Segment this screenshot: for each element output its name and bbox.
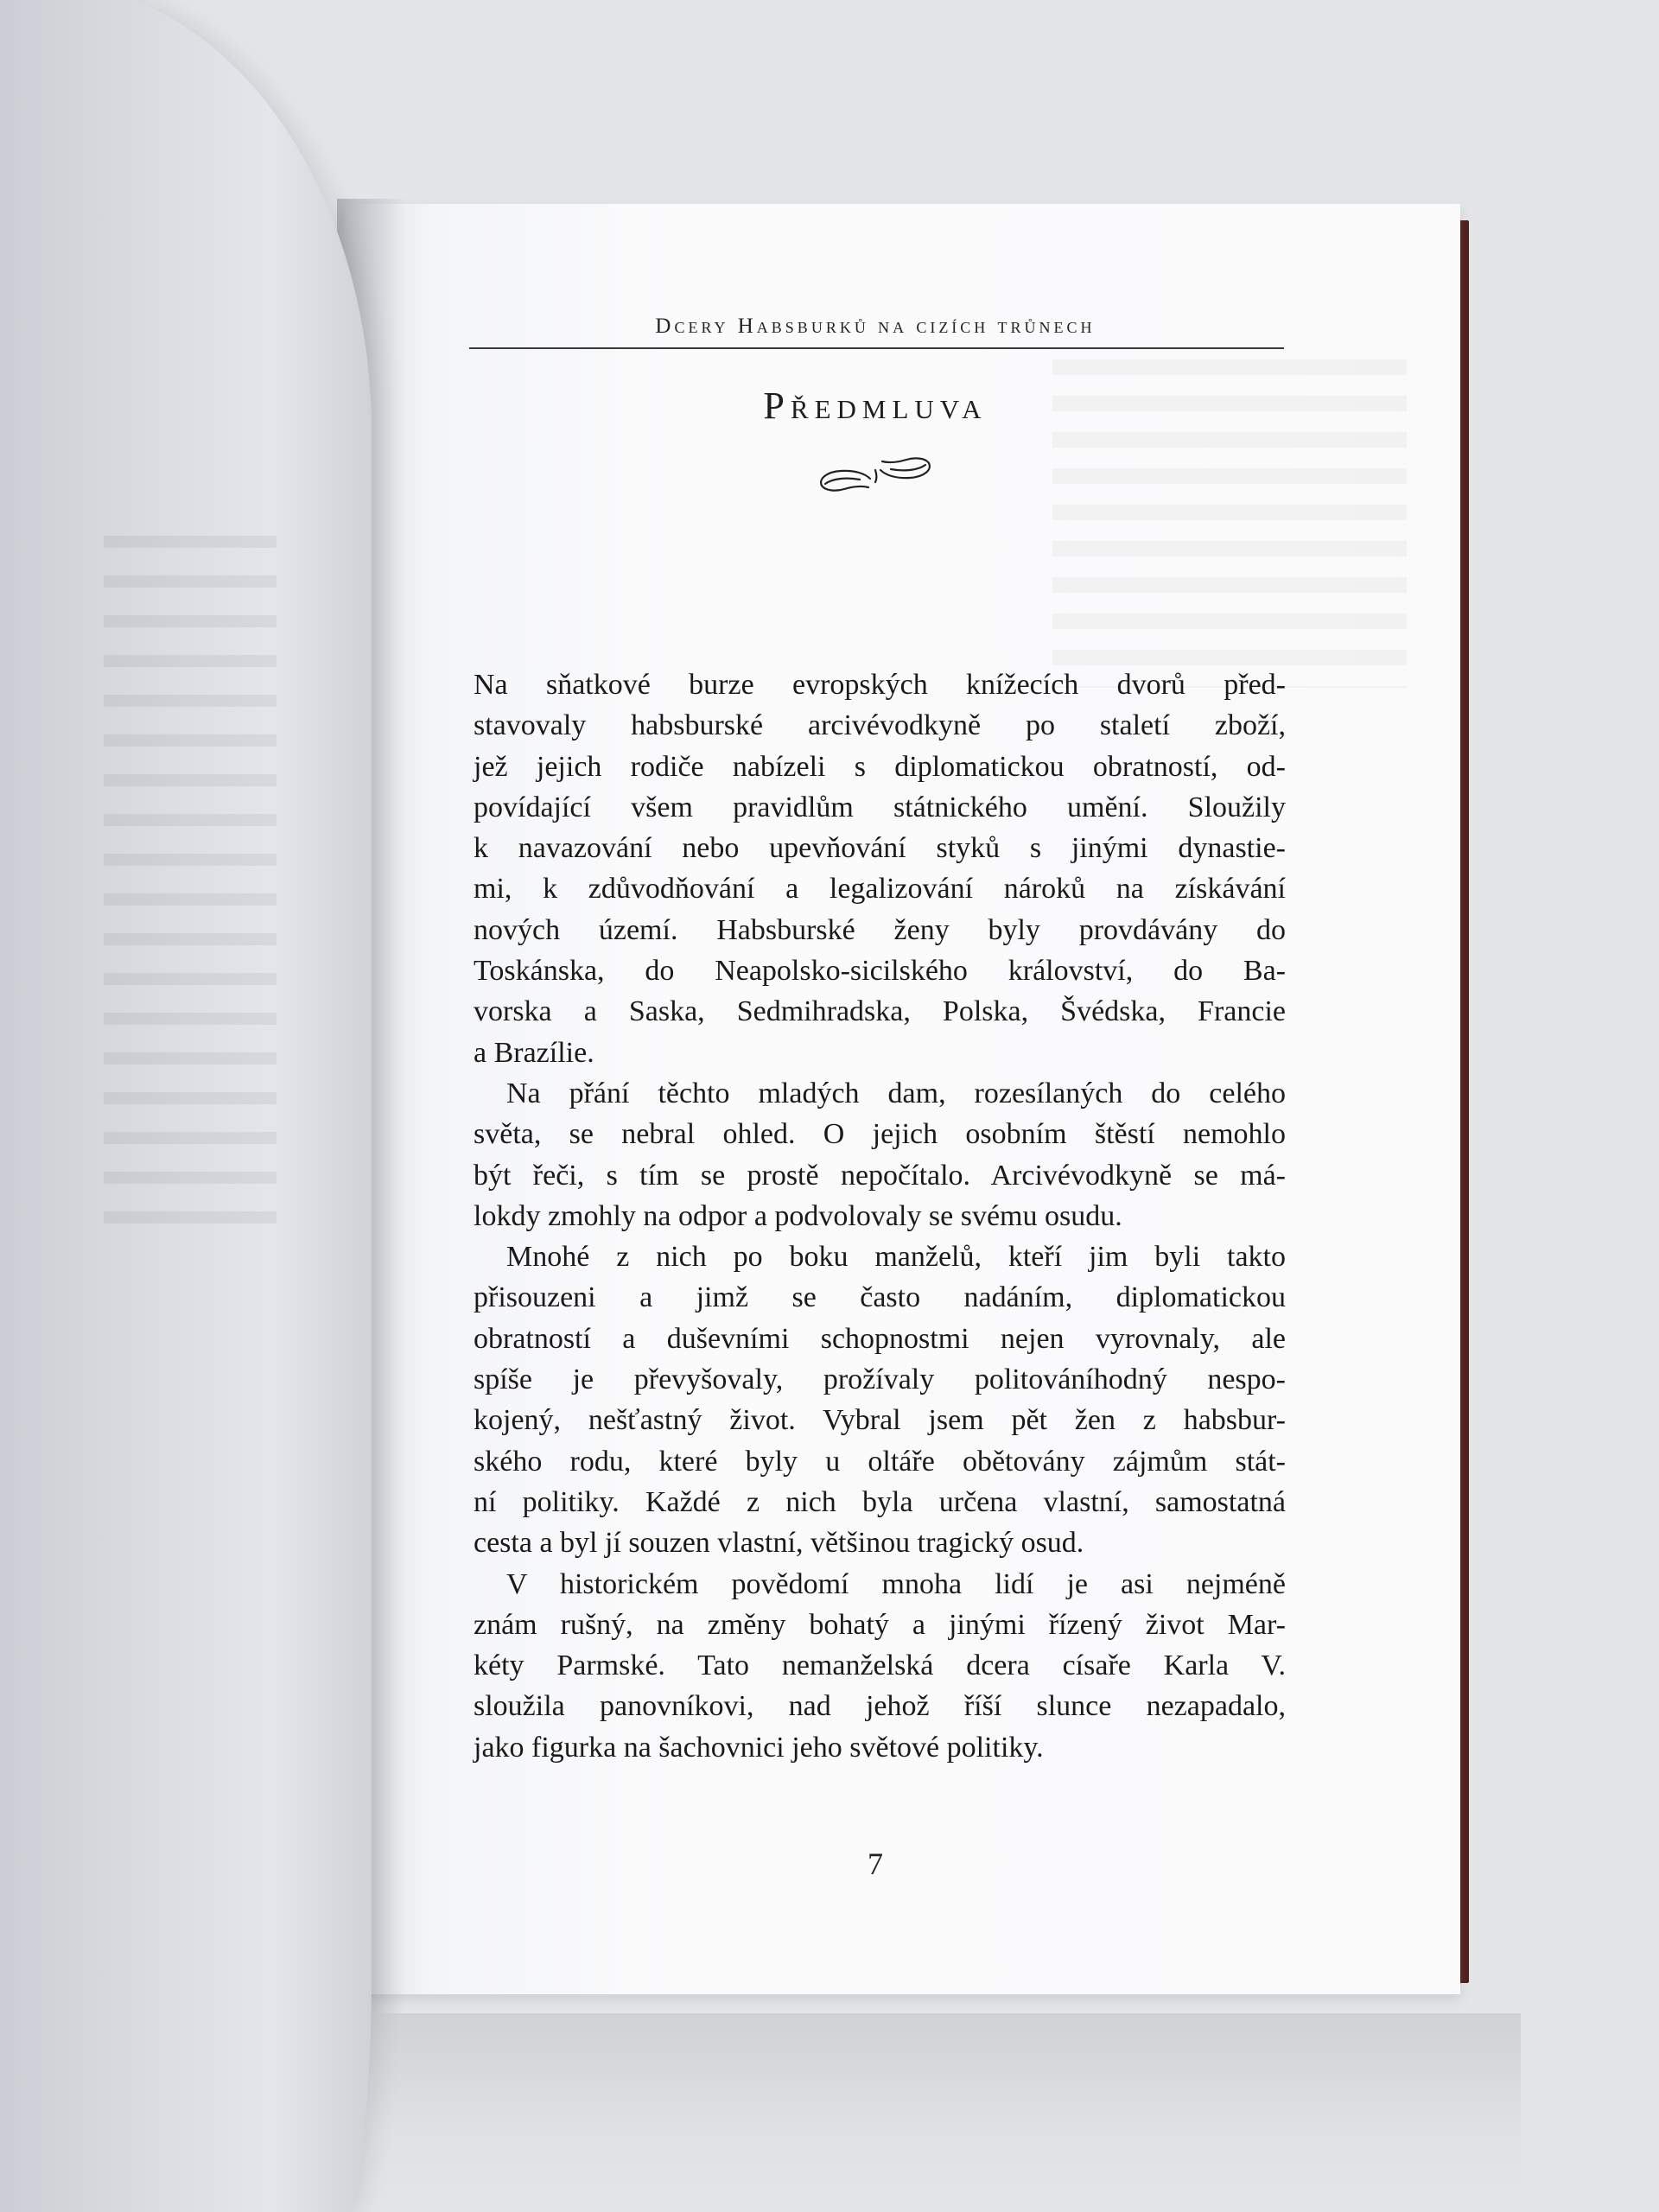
text-line: cesta a byl jí souzen vlastní, většinou tragický osud. [474, 1527, 1084, 1560]
text-line: kojený, nešťastný život. Vybral jsem pět žen z habsbur- [474, 1404, 1286, 1437]
text-line: povídající všem pravidlům státnického umění. Sloužily [474, 791, 1286, 823]
text-line: mi, k zdůvodňování a legalizování nároků na získávání [474, 873, 1286, 906]
text-line: Na přání těchto mladých dam, rozesílaných do celého [506, 1077, 1286, 1109]
text-line: vorska a Saska, Sedmihradska, Polska, Švédska, Francie [474, 995, 1286, 1028]
text-line: sloužila panovníkovi, nad jehož říší slunce nezapadalo, [474, 1690, 1286, 1723]
text-line: k navazování nebo upevňování styků s jinými dynastie- [474, 832, 1286, 865]
text-line: ského rodu, které byly u oltáře obětovány zájmům stát- [474, 1445, 1286, 1478]
chapter-title: Předmluva [763, 385, 988, 427]
text-line: obratností a duševními schopnostmi nejen vyrovnaly, ale [474, 1322, 1286, 1355]
text-line: znám rušný, na změny bohatý a jinými řízený život Mar- [474, 1608, 1286, 1641]
preface-text [474, 664, 1286, 1768]
left-page-curl [0, 0, 372, 2212]
text-line: kéty Parmské. Tato nemanželská dcera císaře Karla V. [474, 1649, 1286, 1682]
text-line: lokdy zmohly na odpor a podvolovaly se svému osudu. [474, 1199, 1122, 1232]
text-line: V historickém povědomí mnoha lidí je asi nejméně [506, 1567, 1286, 1600]
text-line: nových území. Habsburské ženy byly provdávány do [474, 913, 1286, 946]
running-header: Dcery Habsburků na cizích trůnech [655, 315, 1096, 338]
text-line: světa, se nebral ohled. O jejich osobním štěstí nemohlo [474, 1118, 1286, 1151]
text-line: a Brazílie. [474, 1036, 594, 1069]
page-number: 7 [868, 1847, 883, 1881]
text-line: spíše je převyšovaly, prožívaly politováníhodný nespo- [474, 1363, 1286, 1396]
text-line: Mnohé z nich po boku manželů, kteří jim byli takto [506, 1241, 1286, 1274]
scroll-flourish-icon [815, 453, 936, 496]
text-line: jež jejich rodiče nabízeli s diplomatickou obratností, od- [474, 750, 1286, 783]
text-line: jako figurka na šachovnici jeho světové politiky. [474, 1731, 1044, 1764]
right-page [344, 204, 1460, 1994]
text-line: být řeči, s tím se prostě nepočítalo. Arcivévodkyně se má- [474, 1159, 1286, 1192]
text-line: Toskánska, do Neapolsko-sicilského království, do Ba- [474, 955, 1286, 988]
header-rule [469, 347, 1284, 349]
left-page-show-through [104, 536, 276, 1227]
text-line: ní politiky. Každé z nich byla určena vlastní, samostatná [474, 1485, 1286, 1518]
text-line: Na sňatkové burze evropských knížecích dvorů před- [474, 669, 1286, 701]
text-line: přisouzeni a jimž se často nadáním, diplomatickou [474, 1281, 1286, 1314]
text-line: stavovaly habsburské arcivévodkyně po staletí zboží, [474, 709, 1286, 742]
